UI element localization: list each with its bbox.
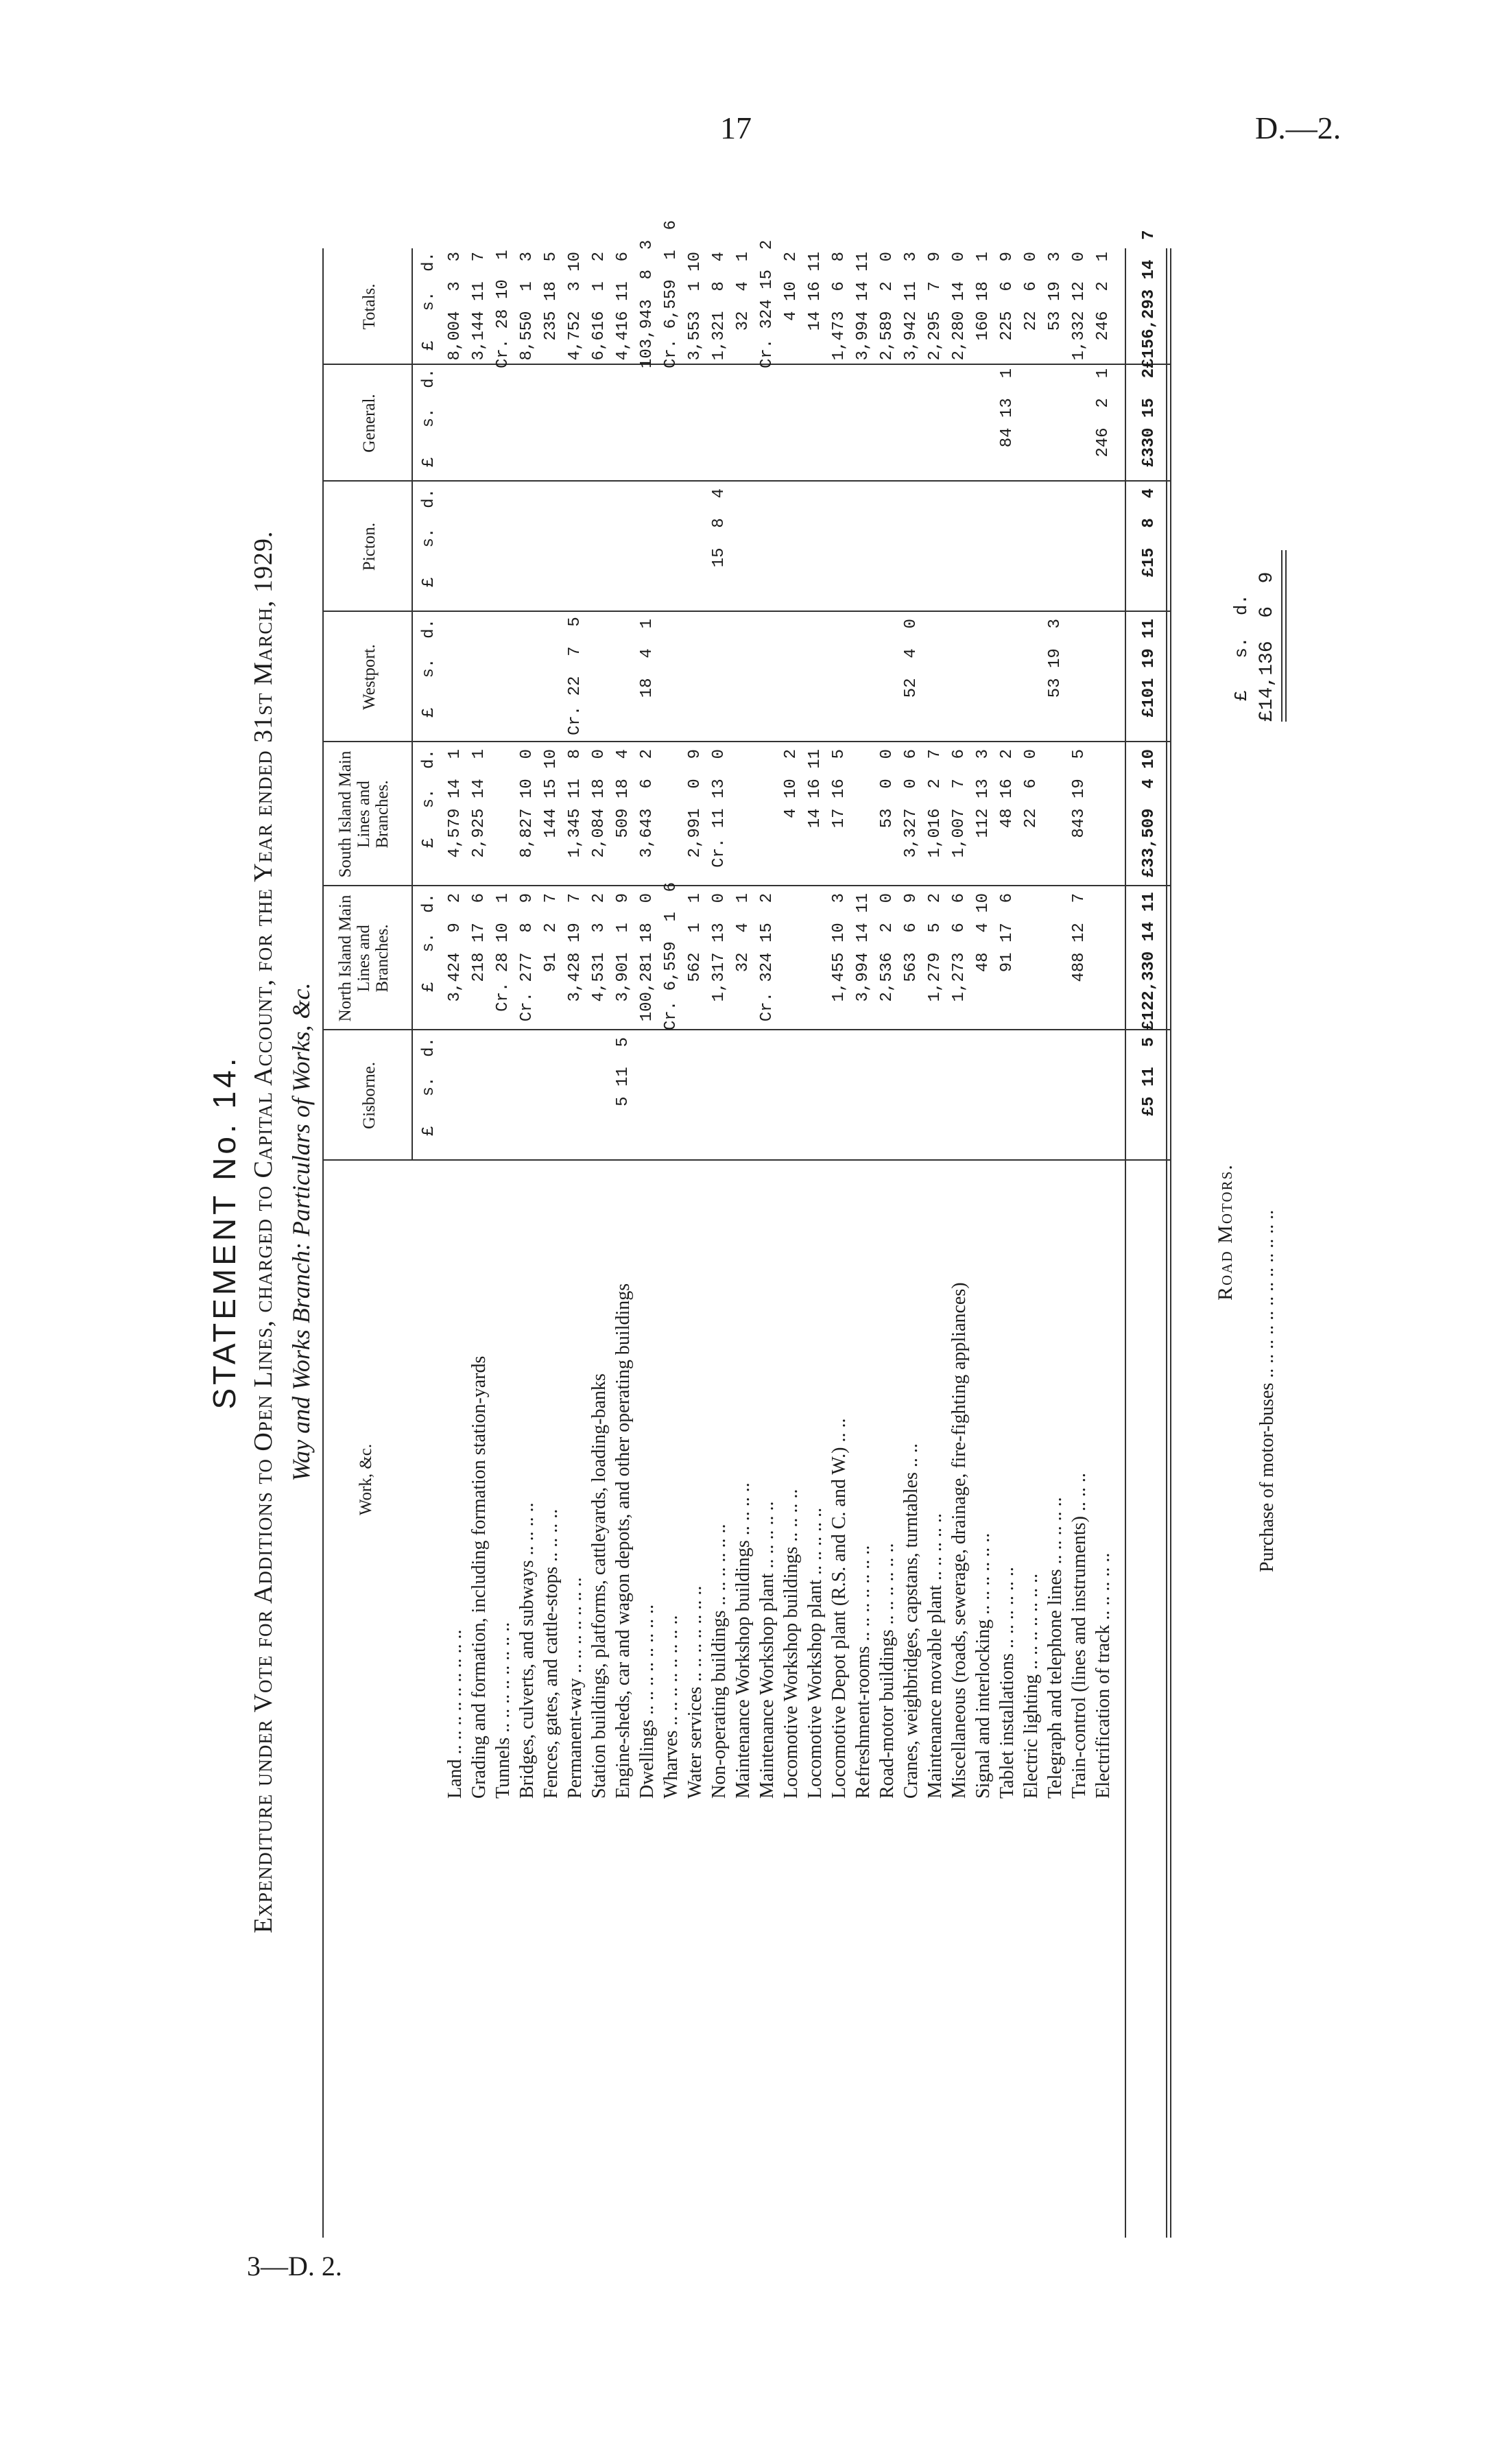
table-row bbox=[926, 0, 944, 2464]
row-work-label: Road-motor buildings .. .. .. .. .. .. bbox=[876, 1543, 898, 1799]
road-motors-units: £ s. d. bbox=[1231, 593, 1252, 701]
row-value-north: Cr. 6,559 1 6 bbox=[662, 881, 680, 1030]
road-motors-rule-2 bbox=[1285, 550, 1287, 722]
row-work-label: Wharves .. .. .. .. .. .. .. .. bbox=[660, 1615, 682, 1799]
table-row bbox=[494, 0, 512, 2464]
table-row bbox=[662, 0, 680, 2464]
table-row bbox=[1094, 0, 1112, 2464]
table-row bbox=[1046, 0, 1064, 2464]
row-value-totals: 3,144 11 7 bbox=[470, 252, 488, 361]
total-general: £330 15 2 bbox=[1140, 368, 1158, 468]
statement-heading: STATEMENT No. 14. bbox=[206, 1054, 242, 1410]
row-value-north: 3,428 19 7 bbox=[566, 893, 584, 1002]
row-value-south: 2,925 14 1 bbox=[470, 749, 488, 858]
total-gisborne: £5 11 5 bbox=[1140, 1037, 1158, 1117]
row-value-north: 4,531 3 2 bbox=[590, 893, 608, 1002]
road-motors-rule-1 bbox=[1281, 550, 1283, 722]
table-row bbox=[446, 0, 464, 2464]
table-row bbox=[806, 0, 824, 2464]
row-work-label: Maintenance Workshop plant .. .. .. .. .. bbox=[756, 1501, 778, 1799]
table-row bbox=[758, 0, 776, 2464]
row-value-totals: 246 2 1 bbox=[1094, 252, 1112, 341]
row-value-north: 91 2 7 bbox=[542, 893, 560, 973]
table-row bbox=[470, 0, 488, 2464]
row-value-south: 22 6 0 bbox=[1022, 749, 1040, 829]
road-motors-heading: Road Motors. bbox=[1214, 1163, 1237, 1301]
row-work-label: Signal and interlocking .. .. .. .. .. .. bbox=[973, 1532, 994, 1799]
row-value-totals: 235 18 5 bbox=[542, 252, 560, 341]
row-value-south: 4,579 14 1 bbox=[446, 749, 464, 858]
row-work-label: Bridges, culverts, and subways .. .. .. .. bbox=[516, 1502, 538, 1799]
row-value-westport: 18 4 1 bbox=[638, 619, 656, 698]
row-work-label: Tablet installations .. .. .. .. .. .. bbox=[997, 1567, 1018, 1799]
row-value-totals: 4,752 3 10 bbox=[566, 252, 584, 361]
row-work-label: Tunnels .. .. .. .. .. .. .. .. bbox=[492, 1622, 514, 1799]
row-value-north: 1,455 10 3 bbox=[830, 893, 848, 1002]
row-value-south: 3,643 6 2 bbox=[638, 749, 656, 858]
row-value-south: 17 16 5 bbox=[830, 749, 848, 829]
units-general: £ s. d. bbox=[420, 368, 438, 468]
row-value-totals: 32 4 1 bbox=[734, 252, 752, 331]
row-value-north: Cr. 28 10 1 bbox=[494, 893, 512, 1012]
row-work-label: Locomotive Workshop plant .. .. .. .. .. bbox=[804, 1507, 826, 1799]
row-value-totals: Cr. 28 10 1 bbox=[494, 250, 512, 368]
table-row bbox=[878, 0, 896, 2464]
totals-row bbox=[1140, 0, 1158, 2464]
total-totals: £156,293 14 7 bbox=[1140, 230, 1158, 368]
row-value-south: 843 19 5 bbox=[1070, 749, 1088, 838]
table-row bbox=[782, 0, 800, 2464]
row-value-south: 14 16 11 bbox=[806, 749, 824, 829]
row-value-north: 1,273 6 6 bbox=[950, 893, 968, 1002]
totals-rule bbox=[1125, 248, 1126, 2238]
col-header-westport: Westport. bbox=[360, 644, 379, 710]
row-value-north: 488 12 7 bbox=[1070, 893, 1088, 982]
table-row bbox=[1070, 0, 1088, 2464]
table-row bbox=[902, 0, 920, 2464]
col-header-totals: Totals. bbox=[360, 283, 379, 330]
col-header-north: North Island Main Lines and Branches. bbox=[336, 895, 392, 1022]
page-number: 17 bbox=[720, 110, 752, 145]
row-value-north: 2,536 2 0 bbox=[878, 893, 896, 1002]
row-value-totals: 225 6 9 bbox=[998, 252, 1016, 341]
row-work-label: Station buildings, platforms, cattleyards, loading-banks bbox=[588, 1373, 610, 1799]
row-value-totals: 4 10 2 bbox=[782, 252, 800, 321]
row-value-totals: 160 18 1 bbox=[974, 252, 992, 341]
table-row bbox=[734, 0, 752, 2464]
row-work-label: Refreshment-rooms .. .. .. .. .. .. .. bbox=[852, 1545, 874, 1799]
row-work-label: Miscellaneous (roads, sewerage, drainage, fire-fighting appliances) bbox=[949, 1282, 970, 1799]
row-value-gisborne: 5 11 5 bbox=[614, 1037, 632, 1106]
road-motors-item: Purchase of motor-buses .. .. .. .. .. .. .. .. .. .. .. .. bbox=[1256, 1209, 1278, 1572]
row-value-westport: 53 19 3 bbox=[1046, 619, 1064, 698]
statement-subheading: Expenditure under Vote for Additions to Open Lines, charged to Capital Account, for the Year ended 31st March, 1929. bbox=[249, 530, 278, 1934]
row-value-totals: 4,416 11 6 bbox=[614, 252, 632, 361]
table-row bbox=[686, 0, 704, 2464]
col-header-south: South Island Main Lines and Branches. bbox=[336, 750, 392, 878]
units-totals: £ s. d. bbox=[420, 252, 438, 351]
row-value-totals: 2,589 2 0 bbox=[878, 252, 896, 361]
row-work-label: Fences, gates, and cattle-stops .. .. .. .. bbox=[540, 1508, 562, 1799]
row-work-label: Locomotive Depot plant (R.S. and C. and W.) .. .. bbox=[828, 1418, 850, 1799]
row-value-north: 3,994 14 11 bbox=[854, 893, 872, 1002]
units-north: £ s. d. bbox=[420, 893, 438, 993]
table-row bbox=[710, 0, 728, 2464]
row-work-label: Locomotive Workshop buildings .. .. .. .. bbox=[780, 1489, 802, 1799]
row-value-totals: Cr. 324 15 2 bbox=[758, 239, 776, 368]
row-value-general: 84 13 1 bbox=[998, 368, 1016, 448]
row-value-south: 48 16 2 bbox=[998, 749, 1016, 829]
row-value-south: 53 0 0 bbox=[878, 749, 896, 829]
total-westport: £101 19 11 bbox=[1140, 619, 1158, 718]
row-value-totals: 8,004 3 3 bbox=[446, 252, 464, 361]
row-value-totals: 1,321 8 4 bbox=[710, 252, 728, 361]
row-value-north: Cr. 324 15 2 bbox=[758, 893, 776, 1022]
row-value-picton: 15 8 4 bbox=[710, 488, 728, 568]
page-footer: 3—D. 2. bbox=[247, 2251, 342, 2282]
row-value-totals: 53 19 3 bbox=[1046, 252, 1064, 331]
row-value-totals: 2,295 7 9 bbox=[926, 252, 944, 361]
row-value-north: 3,901 1 9 bbox=[614, 893, 632, 1002]
row-value-totals: 1,473 6 8 bbox=[830, 252, 848, 361]
col-header-general: General. bbox=[360, 394, 379, 453]
row-work-label: Permanent-way .. .. .. .. .. .. .. bbox=[564, 1577, 586, 1799]
page-reference: D.—2. bbox=[1255, 110, 1341, 145]
total-picton: £15 8 4 bbox=[1140, 488, 1158, 578]
row-value-south: 144 15 10 bbox=[542, 749, 560, 838]
table-row bbox=[830, 0, 848, 2464]
row-value-north: 100,281 18 0 bbox=[638, 893, 656, 1022]
row-value-north: 218 17 6 bbox=[470, 893, 488, 982]
row-value-totals: 103,943 8 3 bbox=[638, 239, 656, 368]
units-gisborne: £ s. d. bbox=[420, 1037, 438, 1137]
table-row bbox=[542, 0, 560, 2464]
table-row bbox=[566, 0, 584, 2464]
road-motors-amount: £14,136 6 9 bbox=[1256, 571, 1278, 722]
table-row bbox=[590, 0, 608, 2464]
table-row bbox=[854, 0, 872, 2464]
row-work-label: Maintenance Workshop buildings .. .. .. .. bbox=[732, 1482, 754, 1799]
header-bottom-rule bbox=[411, 248, 413, 1161]
row-value-totals: 8,550 1 3 bbox=[518, 252, 536, 361]
statement-branch: Way and Works Branch: Particulars of Works, &c. bbox=[287, 982, 315, 1482]
col-header-gisborne: Gisborne. bbox=[360, 1062, 379, 1129]
row-value-westport: 52 4 0 bbox=[902, 619, 920, 698]
row-value-south: 8,827 10 0 bbox=[518, 749, 536, 858]
row-work-label: Dwellings .. .. .. .. .. .. .. .. bbox=[636, 1604, 658, 1799]
row-work-label: Non-operating buildings .. .. .. .. .. .. bbox=[708, 1524, 730, 1799]
units-westport: £ s. d. bbox=[420, 619, 438, 718]
table-row bbox=[974, 0, 992, 2464]
row-value-south: 1,345 11 8 bbox=[566, 749, 584, 858]
row-work-label: Telegraph and telephone lines .. .. .. .. .. bbox=[1045, 1497, 1066, 1799]
col-header-work: Work, &c. bbox=[357, 1443, 375, 1516]
row-value-north: 1,279 5 2 bbox=[926, 893, 944, 1002]
row-value-totals: 3,942 11 3 bbox=[902, 252, 920, 361]
row-value-totals: Cr. 6,559 1 6 bbox=[662, 220, 680, 368]
row-work-label: Water services .. .. .. .. .. .. .. bbox=[684, 1585, 706, 1799]
row-value-totals: 22 6 0 bbox=[1022, 252, 1040, 331]
row-value-westport: Cr. 22 7 5 bbox=[566, 617, 584, 735]
table-row bbox=[638, 0, 656, 2464]
row-value-south: 4 10 2 bbox=[782, 749, 800, 818]
row-work-label: Cranes, weighbridges, capstans, turntables .. .. bbox=[900, 1443, 922, 1799]
row-value-totals: 2,280 14 0 bbox=[950, 252, 968, 361]
row-value-north: 562 1 1 bbox=[686, 893, 704, 982]
row-value-north: 1,317 13 0 bbox=[710, 893, 728, 1002]
units-row bbox=[420, 0, 438, 2464]
row-value-south: 2,991 0 9 bbox=[686, 749, 704, 858]
row-value-north: 48 4 10 bbox=[974, 893, 992, 973]
units-picton: £ s. d. bbox=[420, 488, 438, 588]
table-bottom-rule-1 bbox=[1166, 248, 1167, 2238]
row-work-label: Engine-sheds, car and wagon depots, and other operating buildings bbox=[612, 1283, 634, 1799]
col-header-picton: Picton. bbox=[360, 522, 379, 571]
row-value-south: 112 13 3 bbox=[974, 749, 992, 838]
table-top-rule bbox=[322, 248, 324, 2238]
row-work-label: Train-control (lines and instruments) .. .. .. bbox=[1069, 1473, 1090, 1799]
table-row bbox=[518, 0, 536, 2464]
row-work-label: Land .. .. .. .. .. .. .. .. .. bbox=[444, 1629, 466, 1799]
row-work-label: Electric lighting .. .. .. .. .. .. .. bbox=[1021, 1573, 1042, 1799]
row-value-totals: 3,994 14 11 bbox=[854, 252, 872, 361]
table-bottom-rule-2 bbox=[1170, 248, 1171, 2238]
total-north: £122,330 14 11 bbox=[1140, 892, 1158, 1030]
row-value-totals: 6,616 1 2 bbox=[590, 252, 608, 361]
row-value-south: Cr. 11 13 0 bbox=[710, 749, 728, 868]
row-value-south: 2,084 18 0 bbox=[590, 749, 608, 858]
row-value-totals: 1,332 12 0 bbox=[1070, 252, 1088, 361]
row-value-north: 563 6 9 bbox=[902, 893, 920, 982]
row-value-south: 1,007 7 6 bbox=[950, 749, 968, 858]
row-value-south: 3,327 0 6 bbox=[902, 749, 920, 858]
row-value-north: Cr. 277 8 9 bbox=[518, 893, 536, 1022]
row-value-south: 509 18 4 bbox=[614, 749, 632, 838]
row-value-totals: 3,553 1 10 bbox=[686, 252, 704, 361]
row-value-totals: 14 16 11 bbox=[806, 252, 824, 331]
row-value-north: 32 4 1 bbox=[734, 893, 752, 973]
table-row bbox=[950, 0, 968, 2464]
row-value-north: 91 17 6 bbox=[998, 893, 1016, 973]
table-row bbox=[998, 0, 1016, 2464]
row-work-label: Electrification of track .. .. .. .. .. bbox=[1093, 1552, 1114, 1799]
row-work-label: Maintenance movable plant .. .. .. .. .. bbox=[925, 1513, 946, 1799]
units-south: £ s. d. bbox=[420, 749, 438, 849]
row-value-general: 246 2 1 bbox=[1094, 368, 1112, 458]
row-value-south: 1,016 2 7 bbox=[926, 749, 944, 858]
row-value-north: 3,424 9 2 bbox=[446, 893, 464, 1002]
table-row bbox=[1022, 0, 1040, 2464]
row-work-label: Grading and formation, including formation station-yards bbox=[468, 1355, 490, 1799]
table-row bbox=[614, 0, 632, 2464]
total-south: £33,509 4 10 bbox=[1140, 749, 1158, 878]
